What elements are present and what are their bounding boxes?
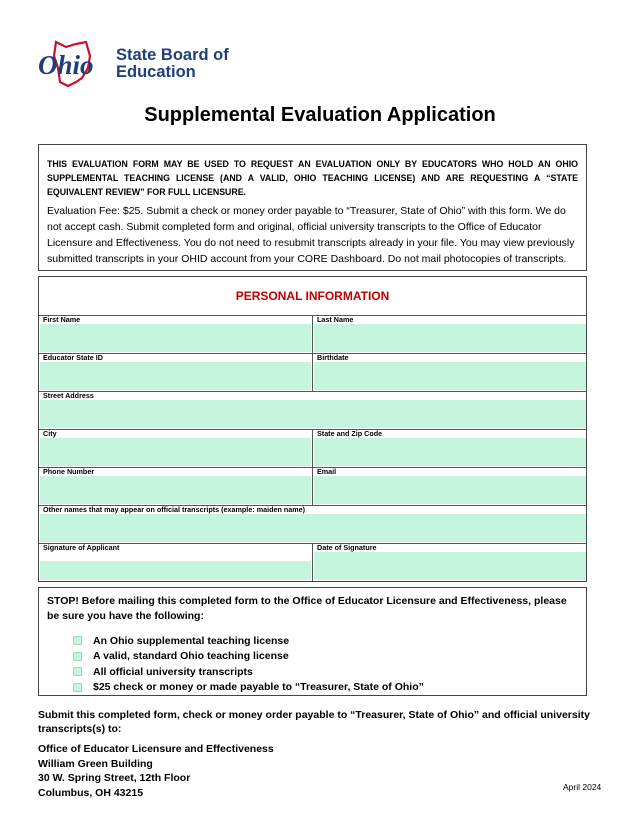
- email-field: [313, 467, 587, 505]
- date-of-signature-field: [313, 543, 587, 581]
- phone-label: Phone Number: [43, 467, 95, 476]
- stop-checklist-box: [38, 587, 587, 696]
- birthdate-field: [313, 353, 587, 391]
- state-zip-field: [313, 429, 587, 467]
- checklist-item-label: All official university transcripts: [93, 665, 253, 678]
- phone-input[interactable]: [40, 476, 311, 504]
- revision-date: April 2024: [563, 782, 602, 792]
- address-line-1: Office of Educator Licensure and Effectiveness: [38, 743, 274, 755]
- last-name-field: [313, 315, 587, 353]
- street-address-input[interactable]: [40, 400, 586, 428]
- state-board-logo: [36, 38, 236, 92]
- city-input[interactable]: [40, 438, 311, 466]
- email-label: Email: [317, 467, 337, 476]
- other-names-input[interactable]: [40, 514, 586, 542]
- checkbox-icon[interactable]: [73, 652, 82, 661]
- checklist-item: [73, 680, 578, 696]
- date-of-signature-label: Date of Signature: [317, 543, 377, 552]
- ohio-script-text: Ohio: [38, 50, 94, 80]
- checkbox-icon[interactable]: [73, 683, 82, 692]
- state-zip-input[interactable]: [314, 438, 586, 466]
- checklist-item-label: An Ohio supplemental teaching license: [93, 634, 290, 647]
- checkbox-icon[interactable]: [73, 636, 82, 645]
- submit-instructions: Submit this completed form, check or money order payable to “Treasurer, State of Ohio” and official university transcripts(s) to:: [38, 709, 590, 735]
- signature-label: Signature of Applicant: [43, 543, 120, 552]
- other-names-label: Other names that may appear on official transcripts (example: maiden name): [43, 505, 306, 514]
- logo-line-1: State Board of: [116, 46, 229, 64]
- checkbox-icon[interactable]: [73, 667, 82, 676]
- state-zip-label: State and Zip Code: [317, 429, 383, 438]
- logo-text: [116, 47, 229, 81]
- address-line-4: Columbus, OH 43215: [38, 786, 144, 799]
- stop-notice: STOP! Before mailing this completed form to the Office of Educator Licensure and Effectiveness, please be sure you have the following:: [47, 595, 567, 622]
- educator-state-id-field: [39, 353, 313, 391]
- ohio-state-outline-icon: [36, 38, 108, 92]
- checklist-item: [73, 664, 578, 680]
- street-address-field: [39, 391, 587, 429]
- date-of-signature-input[interactable]: [314, 552, 586, 580]
- page-title: Supplemental Evaluation Application: [144, 104, 496, 126]
- phone-field: [39, 467, 313, 505]
- checklist-item: [73, 633, 578, 649]
- city-field: [39, 429, 313, 467]
- signature-field: [39, 543, 313, 581]
- checklist-item-label: $25 check or money or made payable to “Treasurer, State of Ohio”: [93, 681, 424, 694]
- first-name-input[interactable]: [40, 324, 311, 352]
- logo-line-2: Education: [116, 63, 196, 81]
- other-names-field: [39, 505, 587, 543]
- mailing-address: [38, 742, 274, 800]
- address-line-2: William Green Building: [38, 757, 153, 770]
- street-address-label: Street Address: [43, 391, 94, 400]
- educator-state-id-input[interactable]: [40, 362, 311, 390]
- email-input[interactable]: [314, 476, 586, 504]
- checklist: [73, 633, 578, 695]
- checklist-item: [73, 649, 578, 665]
- intro-box: [38, 144, 587, 271]
- eligibility-notice: THIS EVALUATION FORM MAY BE USED TO REQUEST AN EVALUATION ONLY BY EDUCATORS WHO HOLD AN OHIO SUPPLEMENTAL TEACHING LICENSE (AND A VALID, OHIO TEACHING LICENSE) AND ARE REQUESTING A “STATE EQUIVALENT REVIEW” FOR FULL LICENSURE.: [47, 159, 578, 197]
- city-label: City: [43, 429, 57, 438]
- last-name-input[interactable]: [314, 324, 586, 352]
- address-line-3: 30 W. Spring Street, 12th Floor: [38, 772, 191, 784]
- birthdate-input[interactable]: [314, 362, 586, 390]
- signature-input[interactable]: [40, 561, 311, 580]
- first-name-field: [39, 315, 313, 353]
- last-name-label: Last Name: [317, 315, 354, 324]
- fee-instructions: Evaluation Fee: $25. Submit a check or money order payable to “Treasurer, State of Ohio” with this form. We do not accept cash. Submit completed form and original, official university transcripts to the Office of Educator Licensure and Effectiveness. You do not need to resubmit transcripts already in your file. You may view previously submitted transcripts in your OHID account from your CORE Dashboard. Do not mail photocopies of transcripts.: [47, 205, 575, 265]
- educator-state-id-label: Educator State ID: [43, 353, 103, 362]
- checklist-item-label: A valid, standard Ohio teaching license: [93, 650, 289, 663]
- personal-information-section: [38, 276, 587, 582]
- birthdate-label: Birthdate: [317, 353, 349, 362]
- personal-information-heading: PERSONAL INFORMATION: [235, 289, 390, 303]
- first-name-label: First Name: [43, 315, 81, 324]
